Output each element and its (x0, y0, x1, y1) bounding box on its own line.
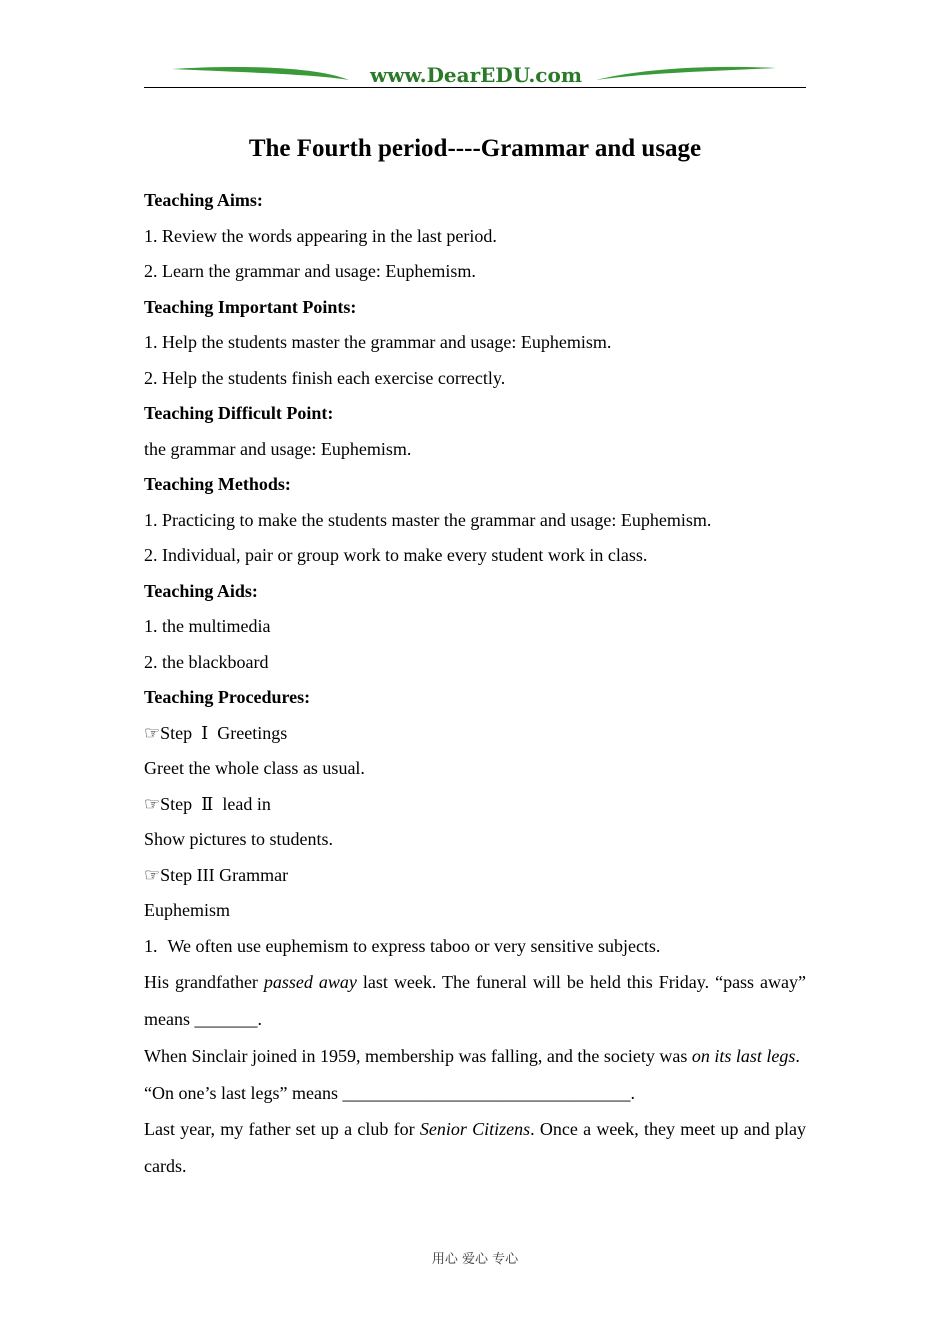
step1-text: Greet the whole class as usual. (144, 758, 365, 778)
header-rule (144, 87, 806, 88)
methods-item: 1. Practicing to make the students master the grammar and usage: Euphemism. (144, 509, 712, 530)
example1-text-before: His grandfather (144, 972, 264, 992)
lesson-content (144, 183, 806, 1185)
methods-heading: Teaching Methods: (144, 474, 291, 494)
example3-text-before: Last year, my father set up a club for (144, 1119, 420, 1139)
methods-item: 2. Individual, pair or group work to make every student work in class. (144, 545, 648, 565)
example2-text-before: When Sinclair joined in 1959, membership was falling, and the society was (144, 1046, 692, 1066)
step2-text: Show pictures to students. (144, 829, 333, 849)
difficult-point-text: the grammar and usage: Euphemism. (144, 438, 412, 459)
page-title: The Fourth period----Grammar and usage (248, 135, 702, 162)
step3-subtitle: Euphemism (144, 900, 230, 920)
aims-item: 2. Learn the grammar and usage: Euphemism. (144, 261, 476, 281)
left-swoosh (172, 67, 349, 80)
example2-question: “On one’s last legs” means ________________________________. (144, 1083, 635, 1103)
example3-italic: Senior Citizens (419, 1119, 531, 1139)
step3-title: ☞Step III Grammar (144, 864, 289, 885)
procedures-heading: Teaching Procedures: (144, 687, 311, 707)
important-points-item: 2. Help the students finish each exercise correctly. (144, 367, 506, 388)
important-points-heading: Teaching Important Points: (144, 296, 357, 317)
aims-item: 1. Review the words appearing in the last period. (144, 225, 497, 246)
point1 (144, 929, 806, 965)
step2-title: ☞Step Ⅱ lead in (144, 793, 271, 814)
important-points-item: 1. Help the students master the grammar and usage: Euphemism. (144, 332, 612, 352)
point1-number: 1. (144, 935, 158, 956)
page-footer: 用心 爱心 专心 (431, 1252, 519, 1267)
difficult-point-heading: Teaching Difficult Point: (144, 403, 334, 423)
aids-item: 2. the blackboard (144, 651, 269, 672)
page-header (144, 62, 806, 90)
example1-italic: passed away (263, 972, 357, 992)
example2-text-after: . (795, 1046, 800, 1066)
example3-paragraph (144, 1111, 806, 1185)
aids-item: 1. the multimedia (144, 616, 271, 636)
right-swoosh (596, 67, 776, 80)
example2-italic: on its last legs (691, 1046, 796, 1066)
example1-text-after: last week. The funeral will be held this Friday. “pass away” means _______. (144, 972, 807, 1029)
header-logo-text[interactable]: www.DearEDU.com (356, 64, 596, 86)
step1-title: ☞Step Ⅰ Greetings (144, 722, 288, 743)
example1-paragraph (144, 964, 806, 1038)
aids-heading: Teaching Aids: (144, 580, 258, 601)
aims-heading: Teaching Aims: (144, 190, 263, 210)
point1-text: We often use euphemism to express taboo or very sensitive subjects. (167, 935, 661, 956)
example2-paragraph (144, 1038, 806, 1075)
example3-text-after: . Once a week, they meet up and play cards. (144, 1119, 806, 1176)
